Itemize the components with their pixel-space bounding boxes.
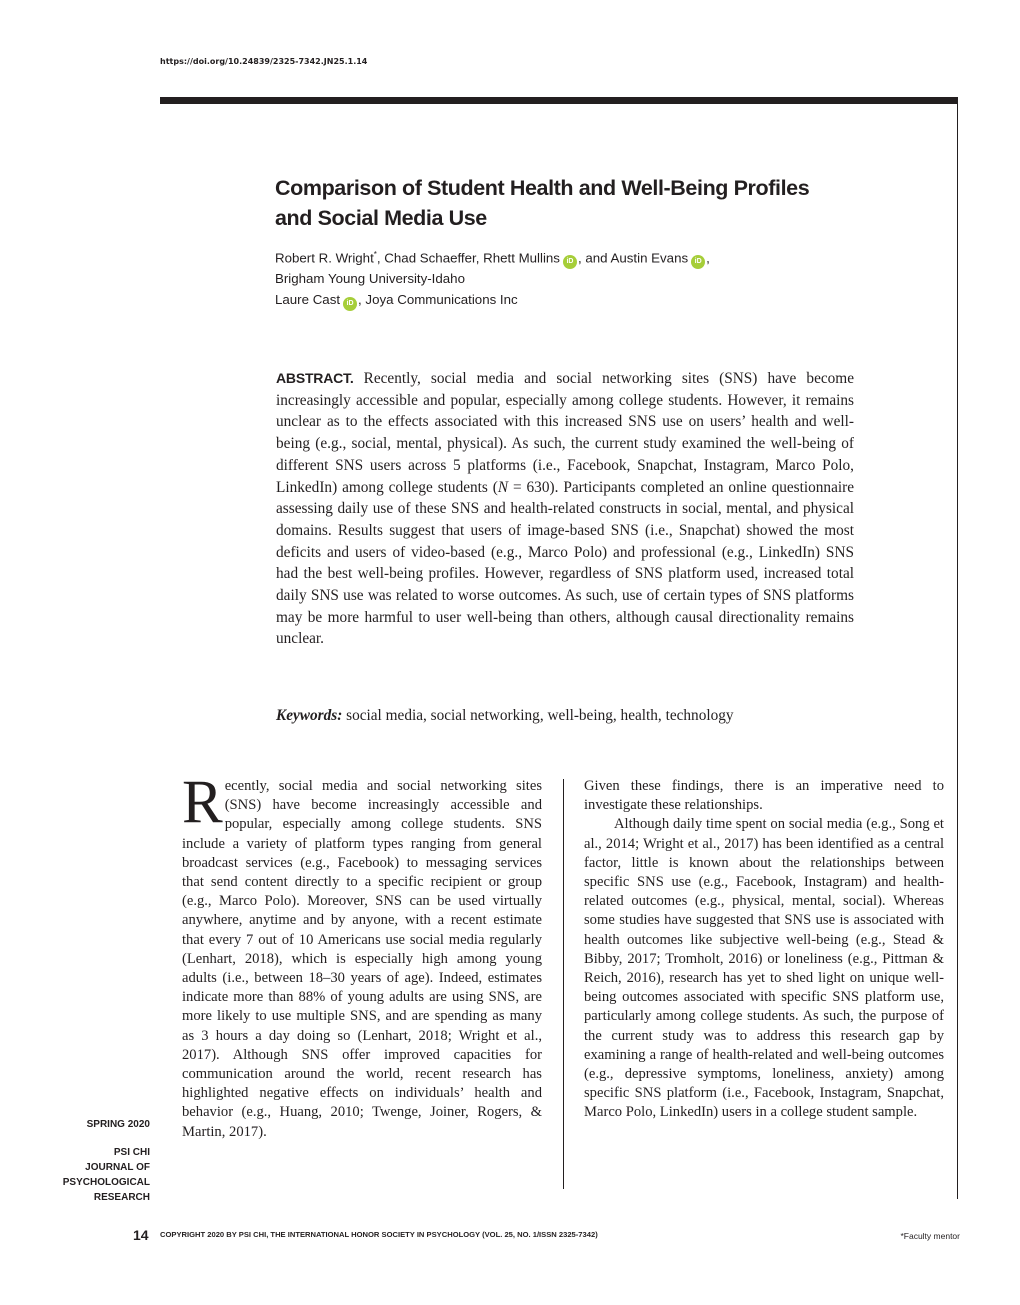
article-title [275, 173, 915, 233]
abstract-text: Recently, social media and social networking sites (SNS) have become increasingly accessible and popular, especially among college students. However, it remains unclear as to the effects associated with this increased SNS use on users’ health and well-being (e.g., social, mental, physical). As such, the current study examined the well-being of different SNS users across 5 platforms (i.e., Facebook, Snapchat, Instagram, Marco Polo, LinkedIn) among college students ( [276, 370, 854, 496]
affiliation-1: Brigham Young University-Idaho [275, 271, 465, 287]
journal-line-3: PSYCHOLOGICAL [62, 1177, 150, 1188]
faculty-mark: * [373, 250, 377, 259]
abstract-text-end: = 630). Participants completed an online questionnaire assessing daily use of these SNS and health-related constructs in social, mental, and physical domains. Results suggest that users of image-based SNS (i.e., Snapchat) showed the most deficits and users of video-based (e.g., Marco Polo) and professional (e.g., LinkedIn) SNS had the best well-being profiles. However, regardless of SNS platform used, increased total daily SNS use was related to worse outcomes. As such, use of certain types of SNS platforms may be more harmful to user well-being than others, although causal directionality remains unclear. [276, 478, 854, 648]
journal-line-4: RESEARCH [93, 1192, 150, 1203]
journal-name [20, 1145, 150, 1205]
intro-paragraph [182, 769, 542, 1142]
author-schaeffer-mullins: , Chad Schaeffer, Rhett Mullins [376, 250, 560, 266]
author-wright: Robert R. Wright [275, 250, 374, 266]
column-divider [563, 779, 564, 1189]
body-column-right [584, 777, 944, 1123]
keywords [276, 707, 876, 725]
author-evans: , and Austin Evans [577, 250, 689, 266]
issue-season: SPRING 2020 [86, 1119, 150, 1130]
faculty-mentor-note: *Faculty mentor [900, 1231, 960, 1241]
title-line-2: and Social Media Use [275, 206, 487, 230]
orcid-icon[interactable]: iD [563, 255, 577, 269]
keywords-text: social media, social networking, well-being, health, technology [346, 707, 734, 724]
intro-text: ecently, social media and social networking sites (SNS) have become increasingly accessible and popular, especially among college students. SNS include a variety of platform types ranging from general broadcast services (e.g., Facebook) to messaging services that send content directly to a specific recipient or group (e.g., Marco Polo). Moreover, SNS can be used virtually anywhere, anytime and by anyone, with a recent estimate that every 7 out of 10 Americans use social media regularly (Lenhart, 2018), which is especially high among young adults (i.e., between 18–30 years of age). Indeed, estimates indicate more than 88% of young adults are using SNS, are more likely to use multiple SNS, and are spending as many as 3 hours a day doing so (Lenhart, 2018; Wright et al., 2017). Although SNS offer improved capacities for communication around the world, recent research has highlighted negative effects on individuals’ health and behavior (e.g., Huang, 2010; Twenge, Joiner, Rogers, & Martin, 2017). [182, 778, 542, 1140]
abstract-n-symbol: N [497, 478, 509, 496]
journal-line-2: JOURNAL OF [85, 1162, 150, 1173]
author-line-3 [275, 290, 915, 311]
author-list [275, 245, 915, 311]
doi-link[interactable]: https://doi.org/10.24839/2325-7342.JN25.1.14 [160, 57, 368, 66]
abstract-label: ABSTRACT. [276, 370, 354, 386]
affiliation-2: , Joya Communications Inc [358, 291, 518, 307]
orcid-icon[interactable]: iD [691, 255, 705, 269]
title-line-1: Comparison of Student Health and Well-Being Profiles [275, 176, 810, 200]
journal-line-1: PSI CHI [113, 1147, 150, 1158]
orcid-icon[interactable]: iD [343, 297, 357, 311]
body-paragraph-1: Given these findings, there is an imperative need to investigate these relationships. [584, 778, 944, 814]
author-line-tail: , [706, 250, 710, 266]
keywords-label: Keywords: [276, 707, 343, 724]
drop-cap: R [182, 769, 223, 836]
copyright-notice: COPYRIGHT 2020 BY PSI CHI, THE INTERNATIONAL HONOR SOCIETY IN PSYCHOLOGY (VOL. 25, NO. 1/ISSN 2325-7342) [160, 1230, 598, 1239]
author-cast: Laure Cast [275, 291, 341, 307]
body-column-left [182, 769, 542, 1142]
body-paragraph-2: Although daily time spent on social media (e.g., Song et al., 2014; Wright et al., 2017) has been identified as a central factor, little is known about the relationships between specific SNS use (e.g., Facebook, Instagram) and health-related outcomes (e.g., physical, mental, social). Whereas some studies have suggested that SNS use is associated with health outcomes like subjective well-being (e.g., Stead & Bibby, 2017; Tromholt, 2016) or loneliness (e.g., Pittman & Reich, 2016), research has yet to shed light on unique well-being outcomes associated with specific SNS platform use, particularly among college students. As such, the purpose of the current study was to address this research gap by examining a range of health-related and well-being outcomes (e.g., depressive symptoms, loneliness, anxiety) among specific SNS platform (i.e., Facebook, Instagram, Snapchat, Marco Polo, LinkedIn) users in a college student sample. [584, 816, 944, 1121]
page-number: 14 [133, 1227, 149, 1243]
author-line-1 [275, 245, 915, 269]
abstract [276, 368, 854, 650]
